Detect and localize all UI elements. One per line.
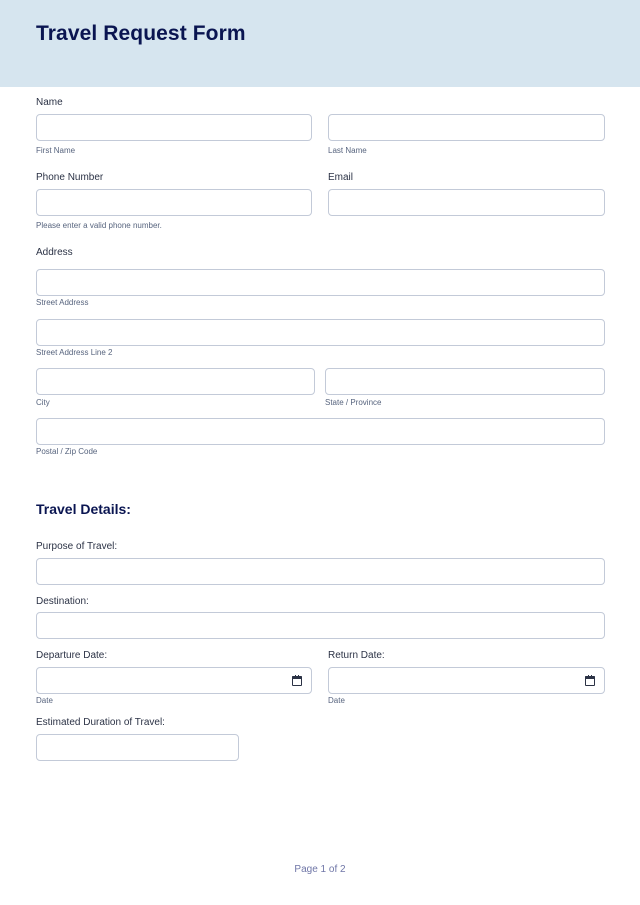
form-title: Travel Request Form: [36, 22, 246, 45]
name-label: Name: [36, 97, 63, 108]
city-sublabel: City: [36, 398, 50, 407]
postal-code-sublabel: Postal / Zip Code: [36, 447, 98, 456]
street-address-line2-input[interactable]: [36, 319, 605, 346]
page-indicator: Page 1 of 2: [294, 864, 346, 875]
postal-code-input[interactable]: [36, 418, 605, 445]
last-name-sublabel: Last Name: [328, 146, 367, 155]
email-input[interactable]: [328, 189, 605, 216]
destination-input[interactable]: [36, 612, 605, 639]
phone-sublabel: Please enter a valid phone number.: [36, 221, 162, 230]
departure-date-sublabel: Date: [36, 696, 53, 705]
purpose-label: Purpose of Travel:: [36, 541, 118, 552]
first-name-sublabel: First Name: [36, 146, 76, 155]
return-date-label: Return Date:: [328, 650, 385, 661]
address-label: Address: [36, 247, 73, 258]
duration-label: Estimated Duration of Travel:: [36, 717, 165, 728]
form-header: [0, 0, 640, 87]
destination-label: Destination:: [36, 596, 89, 607]
travel-details-heading: Travel Details:: [36, 501, 131, 517]
email-label: Email: [328, 172, 354, 183]
departure-date-label: Departure Date:: [36, 650, 108, 661]
street-address-input[interactable]: [36, 269, 605, 296]
street-address-sublabel: Street Address: [36, 298, 89, 307]
phone-label: Phone Number: [36, 172, 104, 183]
last-name-input[interactable]: [328, 114, 605, 141]
calendar-icon[interactable]: [585, 676, 595, 686]
first-name-input[interactable]: [36, 114, 312, 141]
duration-input[interactable]: [36, 734, 239, 761]
purpose-input[interactable]: [36, 558, 605, 585]
state-sublabel: State / Province: [325, 398, 382, 407]
city-input[interactable]: [36, 368, 315, 395]
street-address-line2-sublabel: Street Address Line 2: [36, 348, 113, 357]
return-date-input[interactable]: [328, 667, 605, 694]
phone-input[interactable]: [36, 189, 312, 216]
calendar-icon[interactable]: [292, 676, 302, 686]
departure-date-input[interactable]: [36, 667, 312, 694]
state-input[interactable]: [325, 368, 605, 395]
return-date-sublabel: Date: [328, 696, 345, 705]
